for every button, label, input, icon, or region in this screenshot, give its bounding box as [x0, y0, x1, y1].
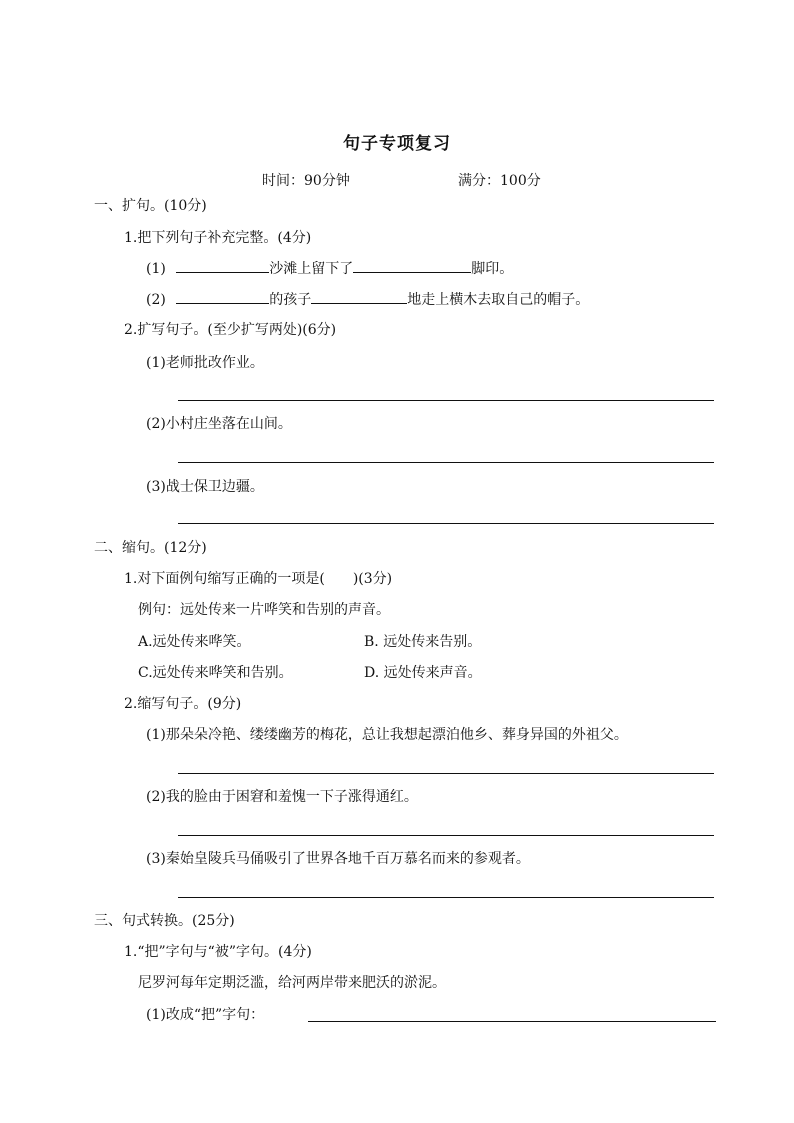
s1-q1-item-2-text-b: 地走上横木去取自己的帽子。 — [407, 292, 590, 308]
section-3-heading: 三、句式转换。(25分) — [94, 913, 235, 929]
answer-line[interactable] — [308, 1021, 716, 1022]
s2-q2-item-1: (1)那朵朵冷艳、缕缕幽芳的梅花，总让我想起漂泊他乡、葬身异国的外祖父。 — [146, 727, 628, 743]
answer-line[interactable] — [178, 835, 714, 836]
exam-time: 时间：90分钟 — [262, 173, 350, 189]
s1-q2-item-3: (3)战士保卫边疆。 — [146, 479, 264, 495]
s1-q1-item-1 — [146, 258, 513, 279]
section-1-heading: 一、扩句。(10分) — [94, 198, 207, 214]
option-b[interactable]: B. 远处传来告别。 — [364, 634, 482, 650]
s1-q2-item-1: (1)老师批改作业。 — [146, 355, 264, 371]
s3-q1-sentence: 尼罗河每年定期泛滥，给河两岸带来肥沃的淤泥。 — [138, 975, 446, 991]
option-a[interactable]: A.远处传来哗笑。 — [138, 634, 251, 650]
s2-q1-label: 1.对下面例句缩写正确的一项是( )(3分) — [124, 571, 393, 587]
fill-blank[interactable] — [176, 289, 269, 304]
answer-line[interactable] — [178, 462, 714, 463]
option-c[interactable]: C.远处传来哗笑和告别。 — [138, 665, 293, 681]
s1-q1-item-2 — [146, 289, 589, 310]
exam-total-score: 满分：100分 — [458, 173, 541, 189]
s1-q1-item-2-text-a: 的孩子 — [269, 292, 312, 308]
s3-q1-item-1: (1)改成“把”字句： — [146, 1007, 265, 1023]
s2-q2-item-2: (2)我的脸由于困窘和羞愧一下子涨得通红。 — [146, 789, 418, 805]
answer-line[interactable] — [178, 400, 714, 401]
answer-line[interactable] — [178, 773, 714, 774]
s3-q1-label: 1.“把”字句与“被”字句。(4分) — [124, 944, 312, 960]
s1-q1-item-1-number: (1) — [146, 261, 166, 277]
answer-line[interactable] — [178, 897, 714, 898]
s1-q1-item-1-text-a: 沙滩上留下了 — [269, 261, 354, 277]
answer-line[interactable] — [178, 523, 714, 524]
s1-q1-label: 1.把下列句子补充完整。(4分) — [124, 230, 312, 246]
section-2-heading: 二、缩句。(12分) — [94, 540, 207, 556]
fill-blank[interactable] — [176, 258, 269, 273]
s2-q2-label: 2.缩写句子。(9分) — [124, 696, 242, 712]
page-title: 句子专项复习 — [343, 134, 451, 154]
s2-q2-item-3: (3)秦始皇陵兵马俑吸引了世界各地千百万慕名而来的参观者。 — [146, 851, 530, 867]
option-d[interactable]: D. 远处传来声音。 — [364, 665, 482, 681]
fill-blank[interactable] — [353, 258, 471, 273]
fill-blank[interactable] — [311, 289, 407, 304]
s1-q2-item-2: (2)小村庄坐落在山间。 — [146, 416, 292, 432]
s1-q1-item-1-text-b: 脚印。 — [471, 261, 514, 277]
s2-q1-example: 例句：远处传来一片哗笑和告别的声音。 — [138, 602, 390, 618]
s1-q1-item-2-number: (2) — [146, 292, 166, 308]
s1-q2-label: 2.扩写句子。(至少扩写两处)(6分) — [124, 322, 337, 338]
